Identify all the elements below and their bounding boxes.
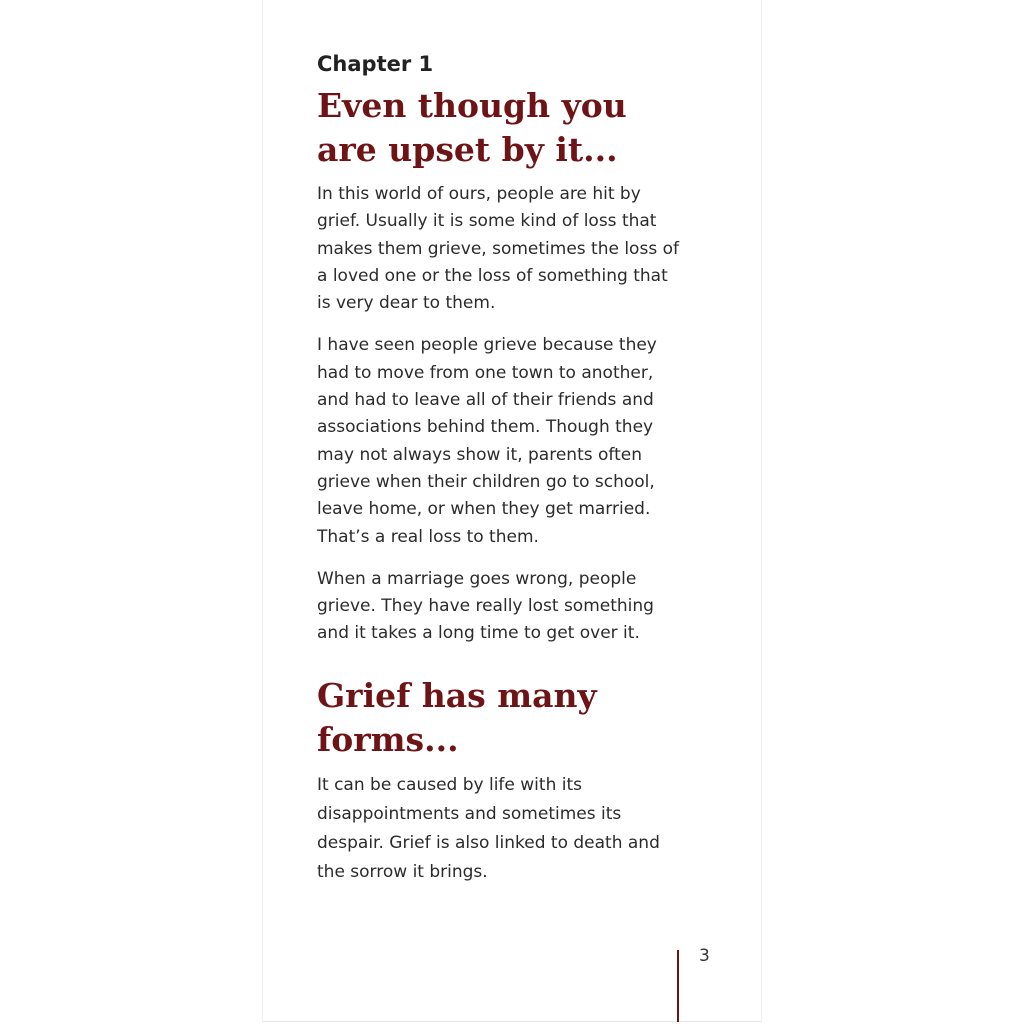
text-line: grieve when their children go to school, (317, 471, 655, 492)
page-content (317, 50, 717, 902)
text-line: and it takes a long time to get over it. (317, 623, 640, 644)
page-number-rule (677, 950, 679, 1022)
text-line: is very dear to them. (317, 293, 496, 314)
heading-line: are upset by it... (317, 130, 618, 169)
book-page (262, 0, 762, 1022)
text-line: That’s a real loss to them. (317, 526, 539, 547)
text-line: makes them grieve, sometimes the loss of (317, 238, 679, 259)
text-line: disappointments and sometimes its (317, 803, 622, 824)
text-line: leave home, or when they get married. (317, 499, 651, 520)
text-line: It can be caused by life with its (317, 774, 582, 795)
text-line: had to move from one town to another, (317, 362, 654, 383)
text-line: In this world of ours, people are hit by (317, 184, 641, 204)
section-heading-upset (317, 84, 647, 172)
text-line: When a marriage goes wrong, people (317, 568, 637, 589)
paragraph-grief-forms (317, 771, 712, 887)
text-line: I have seen people grieve because they (317, 335, 657, 356)
text-line: despair. Grief is also linked to death and (317, 832, 660, 853)
text-line: associations behind them. Though they (317, 417, 654, 438)
section-heading-forms (317, 674, 637, 762)
paragraph-grief-loss (317, 181, 712, 317)
paragraph-marriage (317, 566, 712, 648)
text-line: the sorrow it brings. (317, 861, 488, 882)
paragraph-moving-town (317, 332, 712, 550)
heading-line: Even though you (317, 86, 627, 125)
chapter-label: Chapter 1 (317, 52, 434, 76)
page-number: 3 (699, 946, 710, 966)
text-line: and had to leave all of their friends and (317, 390, 654, 411)
heading-line: forms... (317, 719, 459, 759)
text-line: grief. Usually it is some kind of loss that (317, 211, 657, 232)
heading-line: Grief has many (317, 675, 597, 715)
text-line: may not always show it, parents often (317, 444, 642, 465)
text-line: grieve. They have really lost something (317, 596, 654, 617)
text-line: a loved one or the loss of something that (317, 265, 668, 286)
